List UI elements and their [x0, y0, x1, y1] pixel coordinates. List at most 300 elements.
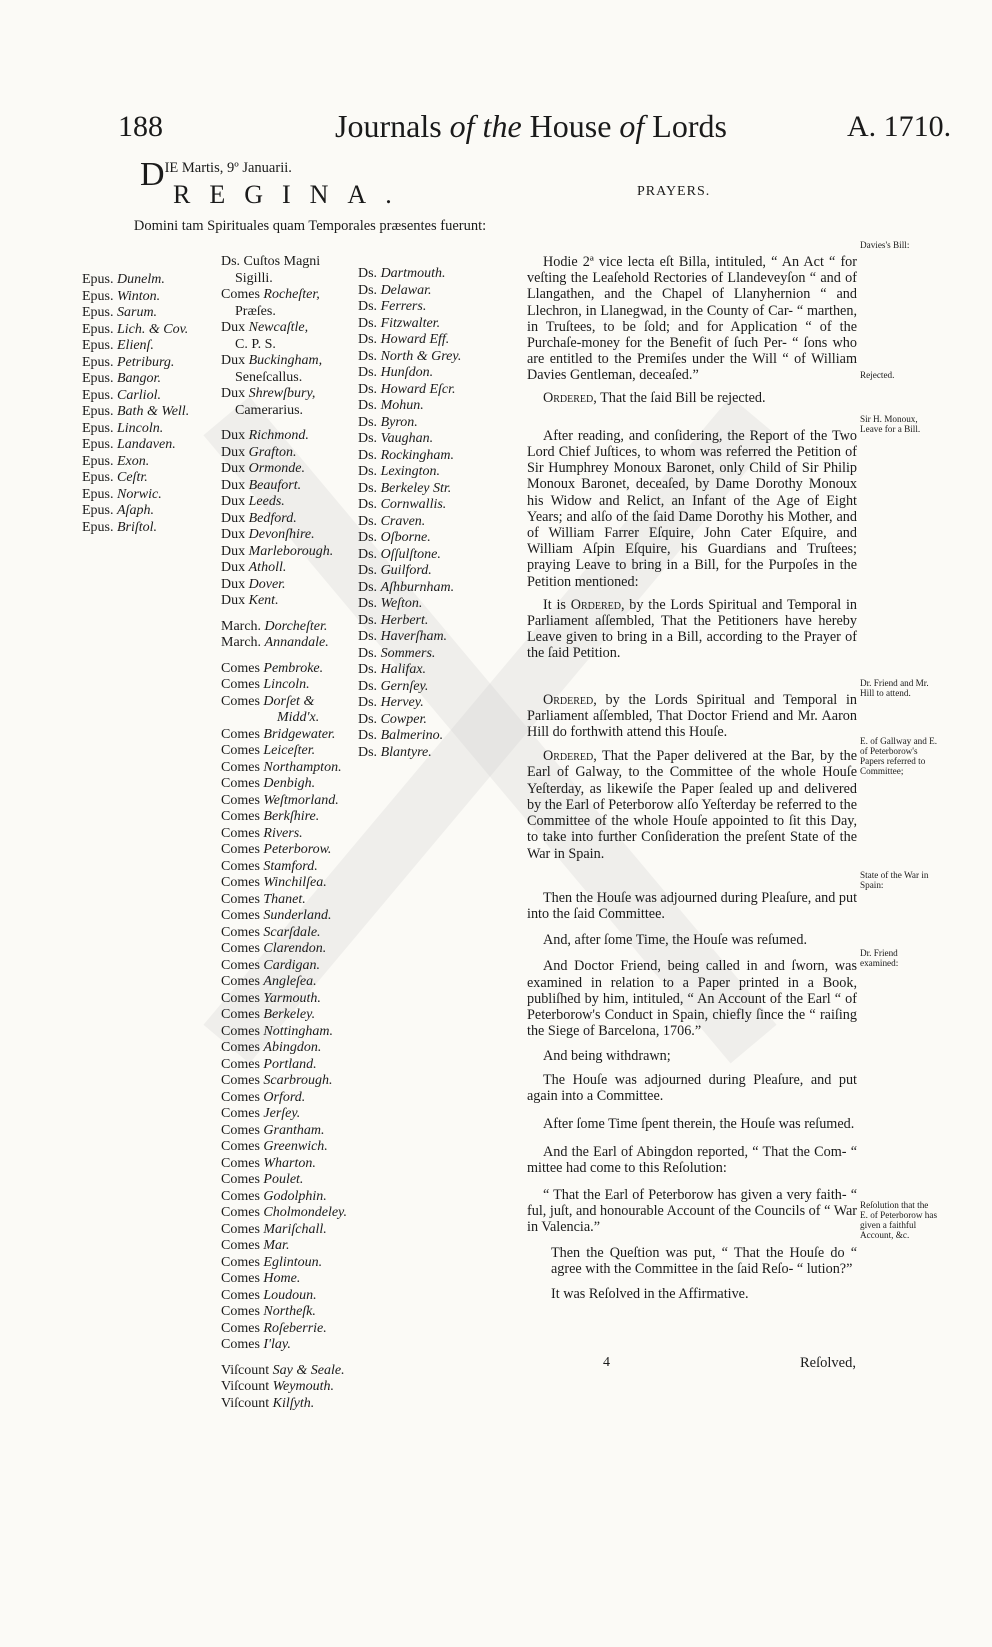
list-item: [82, 421, 189, 438]
title-prefix: Comes: [221, 1320, 264, 1336]
peer-name: Dunelm.: [117, 272, 165, 287]
title-prefix: Dux: [221, 444, 249, 460]
list-item: [221, 461, 347, 478]
list-item: [221, 577, 347, 594]
page-number: 188: [118, 110, 163, 143]
margin-note-monoux: Sir H. Monoux, Leave for a Bill.: [860, 414, 921, 434]
list-item: [221, 445, 347, 462]
peer-name: Northeſk.: [263, 1304, 316, 1319]
peer-name: Wharton.: [263, 1155, 316, 1171]
list-item: [221, 271, 347, 288]
title-prefix: Viſcount: [221, 1395, 273, 1411]
list-item: [82, 388, 189, 405]
list-item: [358, 316, 461, 333]
title-prefix: Comes: [221, 1238, 264, 1253]
peer-name: Petriburg.: [117, 354, 175, 370]
title-prefix: Ds.: [358, 744, 381, 760]
title-prefix: Comes: [221, 1205, 264, 1220]
title-prefix: Comes: [221, 1221, 264, 1237]
list-item: [221, 941, 347, 958]
peer-name: Bedford.: [248, 510, 297, 526]
peer-name: Hunſdon.: [380, 365, 434, 380]
list-item: [221, 925, 347, 942]
list-item: [221, 991, 347, 1008]
list-item: [358, 431, 461, 448]
list-item: [82, 503, 189, 520]
margin-note-friend-hill: Dr. Friend and Mr. Hill to attend.: [860, 678, 929, 698]
title-prefix: Præſes.: [235, 303, 276, 319]
lords-list: [221, 254, 347, 1412]
title-prefix: Comes: [221, 693, 264, 709]
title-prefix: Dux: [221, 386, 249, 401]
list-item: [221, 511, 347, 528]
list-item: [358, 398, 461, 415]
peer-name: Exon.: [117, 453, 150, 469]
list-item: [221, 304, 347, 321]
title-prefix: Ds.: [358, 695, 381, 710]
peer-name: Landaven.: [117, 437, 176, 452]
list-item: [82, 404, 189, 421]
list-item: [221, 1363, 347, 1380]
title-prefix: Ds.: [358, 332, 381, 347]
title-prefix: Epus.: [82, 420, 117, 436]
journal-year: A. 1710.: [847, 110, 952, 143]
list-item: [221, 1271, 347, 1288]
title-prefix: Comes: [221, 1040, 264, 1055]
peer-name: Winchilſea.: [263, 875, 327, 890]
list-item: [221, 1222, 347, 1239]
list-item: [221, 254, 347, 271]
title-prefix: Ds.: [358, 315, 381, 331]
title-prefix: Comes: [221, 1271, 264, 1286]
peer-name: Halifax.: [380, 662, 427, 677]
list-item: [221, 826, 347, 843]
list-gap: [221, 652, 347, 661]
title-prefix: Epus.: [82, 437, 117, 452]
title-prefix: Comes: [221, 990, 264, 1006]
title-prefix: Epus.: [82, 519, 117, 535]
title-prefix: Dux: [221, 461, 249, 476]
peer-name: Berkſhire.: [263, 809, 320, 824]
list-item: [221, 974, 347, 991]
peer-name: Berkeley Str.: [380, 480, 452, 496]
title-prefix: Ds.: [358, 662, 381, 677]
list-item: [221, 1379, 347, 1396]
peer-name: Mohun.: [380, 398, 424, 413]
peer-name: Roſeberrie.: [263, 1320, 327, 1336]
title-prefix: Dux: [221, 593, 249, 608]
peer-name: Thanet.: [263, 891, 306, 907]
title-prefix: Ds.: [358, 711, 381, 727]
title-prefix: Comes: [221, 1337, 264, 1352]
paragraph-monoux-petition: After reading, and conſidering, the Report of the Two Lord Chief Juſtices, to whom was referred the Petition of Sir Humphrey Monoux Baronet, only Child of Sir Philip Monoux Baronet, deceaſed, by Dame Dorothy Monoux his Widow and Relict, an Infant of the Age of Eight Years; and alſo of the ſaid Dame Dorothy his Mother, and of William Farrer Eſquire, John Cater Eſquire, and William Aſpin Eſquire, his Guardians and Truſtees; praying Leave to bring in a Bill, for the Purpoſes in the Petition mentioned:: [527, 427, 857, 590]
list-item: [221, 859, 347, 876]
title-prefix: Epus.: [82, 338, 117, 353]
title-prefix: March.: [221, 618, 265, 634]
title-prefix: Comes: [221, 1188, 264, 1204]
peer-name: Mar.: [263, 1238, 290, 1253]
peer-name: Dorſet &: [263, 693, 315, 709]
list-item: [221, 320, 347, 337]
title-prefix: March.: [221, 635, 265, 650]
peer-name: Weymouth.: [272, 1379, 334, 1394]
peer-name: Dartmouth.: [380, 266, 446, 281]
peer-name: North & Grey.: [380, 348, 462, 364]
peer-name: Lincoln.: [117, 420, 164, 436]
title-prefix: Comes: [221, 776, 264, 791]
title-prefix: Ds.: [358, 282, 381, 298]
title-prefix: Comes: [221, 1056, 264, 1072]
paragraph-question: Then the Queſtion was put, “ That the Houſe do “ agree with the Committee in the ſaid Reſo- “ lution?”: [551, 1245, 857, 1278]
peer-name: Lexington.: [380, 464, 441, 479]
list-item: [358, 299, 461, 316]
paragraph-monoux-order: It is Ordered, by the Lords Spiritual and Temporal in Parliament aſſembled, That the Petitioners have hereby Leave given to bring in a Bill, according to the Prayer of the ſaid Petition.: [527, 596, 857, 662]
list-item: [221, 710, 347, 727]
peer-name: Elienſ.: [117, 338, 154, 353]
title-prefix: Comes: [221, 875, 264, 890]
title-prefix: Epus.: [82, 371, 117, 386]
title-prefix: Ds.: [358, 579, 381, 595]
title-prefix: C. P. S.: [235, 336, 276, 352]
peer-name: Cornwallis.: [380, 497, 447, 512]
peer-name: Portland.: [263, 1056, 317, 1072]
peer-name: Herbert.: [380, 612, 429, 628]
list-item: [358, 596, 461, 613]
page-header: [0, 104, 992, 154]
title-prefix: Comes: [221, 1007, 264, 1022]
list-item: [221, 1106, 347, 1123]
peer-name: Rocheſter,: [263, 287, 320, 302]
peer-name: Bath & Well.: [117, 404, 190, 419]
peer-name: Cholmondeley.: [263, 1205, 347, 1220]
margin-note-davies: Davies's Bill:: [860, 240, 910, 250]
paragraph-affirmative: It was Reſolved in the Affirmative.: [551, 1285, 749, 1302]
peer-name: Orford.: [263, 1089, 306, 1105]
list-item: [221, 1321, 347, 1338]
peer-name: Fitzwalter.: [380, 315, 441, 331]
title-prefix: Ds.: [358, 431, 381, 446]
peer-name: Greenwich.: [263, 1139, 328, 1154]
list-item: [221, 1123, 347, 1140]
bishops-list: [82, 272, 189, 536]
peer-name: Cardigan.: [263, 957, 321, 973]
paragraph-time-spent: After ſome Time ſpent therein, the Houſe was reſumed.: [543, 1115, 855, 1132]
list-item: [358, 662, 461, 679]
list-item: [221, 1073, 347, 1090]
list-item: [221, 619, 347, 636]
list-item: [221, 560, 347, 577]
paragraph-friend-examined: And Doctor Friend, being called in and ſworn, was examined in relation to a Paper printed in a Book, publiſhed by him, intituled, “ An Account of the Earl “ of Peterborow's Conduct in Spain, chiefly ſince the “ raiſing the Siege of Barcelona, 1706.”: [527, 958, 857, 1040]
peer-name: Oſſulſtone.: [380, 546, 441, 562]
peer-name: Hervey.: [380, 695, 424, 710]
paragraph-abingdon-report: And the Earl of Abingdon reported, “ That the Com- “ mittee had come to this Reſolution:: [527, 1144, 857, 1177]
peer-name: Godolphin.: [263, 1188, 327, 1204]
list-item: [358, 530, 461, 547]
peer-name: Ormonde.: [248, 461, 306, 476]
peer-name: Jerſey.: [263, 1106, 301, 1121]
title-prefix: Comes: [221, 1073, 264, 1088]
title-prefix: Comes: [221, 809, 264, 824]
journal-body: [527, 254, 857, 1302]
title-prefix: Epus.: [82, 470, 117, 485]
title-prefix: Ds.: [358, 266, 381, 281]
title-prefix: Comes: [221, 842, 264, 857]
list-item: [358, 382, 461, 399]
title-prefix: Ds.: [358, 414, 381, 430]
peer-name: Cowper.: [380, 711, 427, 727]
list-item: [221, 1337, 347, 1354]
title-prefix: Ds.: [358, 645, 381, 661]
list-item: [221, 527, 347, 544]
title-prefix: Comes: [221, 287, 264, 302]
title-prefix: Dux: [221, 527, 249, 542]
title-prefix: Ds.: [358, 497, 381, 512]
list-gap: [221, 1354, 347, 1363]
title-prefix: Dux: [221, 576, 249, 592]
title-prefix: Dux: [221, 353, 249, 368]
title-prefix: Comes: [221, 941, 264, 956]
list-item: [221, 1189, 347, 1206]
list-item: [221, 1040, 347, 1057]
peer-name: Devonſhire.: [248, 527, 315, 542]
title-prefix: Comes: [221, 792, 264, 808]
list-item: [82, 454, 189, 471]
title-prefix: Ds.: [358, 563, 381, 578]
paragraph-bill-rejected: Ordered, That the ſaid Bill be rejected.: [543, 389, 766, 406]
title-prefix: Ds.: [358, 629, 381, 644]
peer-name: Craven.: [380, 513, 426, 529]
peer-name: Lincoln.: [263, 677, 310, 692]
list-item: [358, 728, 461, 745]
title-prefix: Comes: [221, 1089, 264, 1105]
peer-name: Rockingham.: [380, 447, 455, 463]
title-prefix: Epus.: [82, 305, 117, 320]
list-item: [358, 365, 461, 382]
session-date: DIE Martis, 9º Januarii.: [140, 156, 292, 193]
list-item: [358, 745, 461, 762]
title-prefix: Comes: [221, 1122, 264, 1138]
list-item: [221, 1255, 347, 1272]
title-prefix: Comes: [221, 726, 264, 742]
peer-name: Beaufort.: [248, 477, 302, 493]
list-item: [358, 415, 461, 432]
list-item: [82, 355, 189, 372]
title-prefix: Sigilli.: [235, 270, 273, 286]
peer-name: Denbigh.: [263, 776, 316, 791]
peer-name: Peterborow.: [263, 842, 332, 857]
peer-name: Leeds.: [248, 494, 285, 509]
list-item: [221, 727, 347, 744]
title-prefix: Dux: [221, 543, 249, 559]
list-item: [358, 547, 461, 564]
list-item: [358, 712, 461, 729]
margin-note-friend-examined: Dr. Friend examined:: [860, 948, 899, 968]
paragraph-resolution: “ That the Earl of Peterborow has given a very faith- “ ful, juſt, and honourable Account of the Councils of “ War in Valencia.”: [527, 1186, 857, 1235]
title-prefix: Comes: [221, 825, 264, 841]
title-prefix: Ds. Cuſtos Magni: [221, 254, 321, 269]
list-item: [221, 661, 347, 678]
peer-name: Lich. & Cov.: [117, 321, 189, 337]
title-prefix: Ds.: [358, 728, 381, 743]
paragraph-resumed: And, after ſome Time, the Houſe was reſumed.: [543, 932, 807, 949]
list-item: [358, 448, 461, 465]
paragraph-papers-referred: Ordered, That the Paper delivered at the Bar, by the Earl of Galway, to the Committee of the whole Houſe Yeſterday, as likewiſe the Paper ſealed up and delivered by the Earl of Peterborow alſo Yeſterday be referred to the Committee of the whole Houſe appointed to ſit this Day, to take into further Conſideration the preſent State of the War in Spain.: [527, 748, 857, 862]
title-prefix: Comes: [221, 858, 264, 874]
list-item: [358, 481, 461, 498]
list-item: [221, 494, 347, 511]
list-item: [221, 370, 347, 387]
regina-heading: REGINA.: [173, 180, 411, 209]
list-item: [221, 743, 347, 760]
list-item: [221, 1156, 347, 1173]
peer-name: Nottingham.: [263, 1023, 334, 1039]
list-item: [358, 563, 461, 580]
title-prefix: Ds.: [358, 612, 381, 628]
title-prefix: Ds.: [358, 480, 381, 496]
peer-name: Abingdon.: [263, 1040, 322, 1055]
list-item: [221, 875, 347, 892]
title-prefix: Epus.: [82, 404, 117, 419]
title-prefix: Epus.: [82, 321, 117, 337]
list-item: [221, 428, 347, 445]
list-item: [221, 1205, 347, 1222]
peer-name: Annandale.: [264, 635, 329, 650]
peer-name: Scarbrough.: [263, 1073, 333, 1088]
peer-name: Richmond.: [248, 428, 309, 443]
list-item: [221, 908, 347, 925]
peer-name: Balmerino.: [380, 728, 444, 743]
list-item: [221, 1139, 347, 1156]
list-item: [358, 349, 461, 366]
margin-note-resolution: Reſolution that the E. of Peterborow has given a faithful Account, &c.: [860, 1200, 938, 1240]
title-prefix: Epus.: [82, 272, 117, 287]
peer-name: Blantyre.: [380, 744, 432, 760]
list-item: [82, 470, 189, 487]
peer-name: Leiceſter.: [263, 743, 316, 758]
peer-name: Sommers.: [380, 645, 436, 661]
peer-name: Shrewſbury,: [248, 386, 316, 401]
peer-name: Newcaſtle,: [248, 320, 309, 335]
title-prefix: Comes: [221, 1304, 264, 1319]
peer-name: Howard Eſcr.: [380, 381, 456, 397]
title-prefix: Ds.: [358, 464, 381, 479]
title-prefix: Epus.: [82, 387, 117, 403]
title-prefix: Ds.: [358, 546, 381, 562]
title-prefix: Dux: [221, 320, 249, 335]
peer-name: Atholl.: [248, 560, 287, 575]
title-prefix: Ds.: [358, 299, 381, 314]
list-item: [221, 1057, 347, 1074]
list-item: [221, 694, 347, 711]
peer-name: Mariſchall.: [263, 1221, 327, 1237]
title-prefix: Viſcount: [221, 1362, 273, 1378]
list-item: [221, 337, 347, 354]
title-prefix: Comes: [221, 1139, 264, 1154]
list-item: [221, 1238, 347, 1255]
list-gap: [221, 419, 347, 428]
title-prefix: Ds.: [358, 530, 381, 545]
list-item: [221, 760, 347, 777]
peer-name: Kent.: [248, 593, 279, 608]
peer-name: Grafton.: [248, 444, 297, 460]
list-item: [221, 635, 347, 652]
paragraph-adjourned: Then the Houſe was adjourned during Pleaſure, and put into the ſaid Committee.: [527, 889, 858, 922]
paragraph-bill-reading: Hodie 2ª vice lecta eſt Billa, intituled, “ An Act “ for veſting the Leaſehold Rectories of Llandeveyſon “ and of Llangathen, and the Chapel of Llanyhernion “ and Llechron, in Llanegwad, in the County of Car- “ marthen, in Truſtees, to be ſold; and for Application “ of the Purchaſe-money for the Benefit of ſuch Per- “ ſons who are entitled to the Premiſes under the Will “ of William Davies Gentleman, deceaſed.”: [527, 254, 857, 384]
drop-cap: D: [140, 156, 165, 193]
peer-name: Bangor.: [117, 371, 161, 386]
peer-name: Dorcheſter.: [264, 618, 328, 634]
title-prefix: Dux: [221, 510, 249, 526]
peer-name: Aſhburnham.: [380, 579, 455, 595]
peer-name: Ferrers.: [380, 299, 427, 314]
title-prefix: Ds.: [358, 447, 381, 463]
list-item: [358, 497, 461, 514]
title-prefix: Comes: [221, 1023, 264, 1039]
list-item: [221, 353, 347, 370]
peer-name: Carliol.: [117, 387, 161, 403]
list-item: [358, 283, 461, 300]
list-item: [221, 677, 347, 694]
peer-name: Berkeley.: [263, 1007, 316, 1022]
title-prefix: Epus.: [82, 354, 117, 370]
title-prefix: Comes: [221, 660, 264, 676]
list-item: [221, 386, 347, 403]
list-item: [358, 679, 461, 696]
peer-name: Gernſey.: [380, 678, 429, 694]
peer-name: Scarſdale.: [263, 924, 321, 940]
peer-name: Grantham.: [263, 1122, 325, 1138]
list-item: [221, 403, 347, 420]
title-prefix: Seneſcallus.: [235, 369, 303, 385]
title-prefix: Dux: [221, 560, 249, 575]
peer-name: Vaughan.: [380, 431, 434, 446]
title-prefix: Viſcount: [221, 1379, 273, 1394]
peer-name: Briſtol.: [117, 519, 158, 535]
list-item: [358, 464, 461, 481]
title-prefix: Ds.: [358, 365, 381, 380]
signature-mark: 4: [603, 1355, 610, 1370]
list-item: [221, 1288, 347, 1305]
list-item: [221, 1172, 347, 1189]
title-prefix: Comes: [221, 759, 264, 775]
title-prefix: Comes: [221, 924, 264, 940]
list-item: [358, 580, 461, 597]
list-item: [82, 520, 189, 537]
title-prefix: Camerarius.: [235, 402, 304, 418]
title-prefix: Comes: [221, 957, 264, 973]
peer-name: Poulet.: [263, 1172, 304, 1187]
peer-name: Kilſyth.: [272, 1395, 315, 1411]
paragraph-committee-again: The Houſe was adjourned during Pleaſure, and put again into a Committee.: [527, 1071, 857, 1104]
peer-name: Buckingham,: [248, 353, 323, 368]
peer-name: Yarmouth.: [263, 990, 321, 1006]
title-prefix: Epus.: [82, 486, 117, 502]
catchword: Reſolved,: [800, 1355, 856, 1371]
peer-name: Weſton.: [380, 596, 423, 611]
list-item: [358, 613, 461, 630]
peer-name: Howard Eff.: [380, 332, 450, 347]
list-item: [358, 332, 461, 349]
peer-name: Byron.: [380, 414, 418, 430]
list-item: [221, 1396, 347, 1413]
list-item: [358, 629, 461, 646]
list-item: [82, 338, 189, 355]
peer-name: Clarendon.: [263, 941, 327, 956]
list-item: [221, 842, 347, 859]
list-item: [221, 544, 347, 561]
title-prefix: Epus.: [82, 453, 117, 469]
list-gap: [221, 610, 347, 619]
